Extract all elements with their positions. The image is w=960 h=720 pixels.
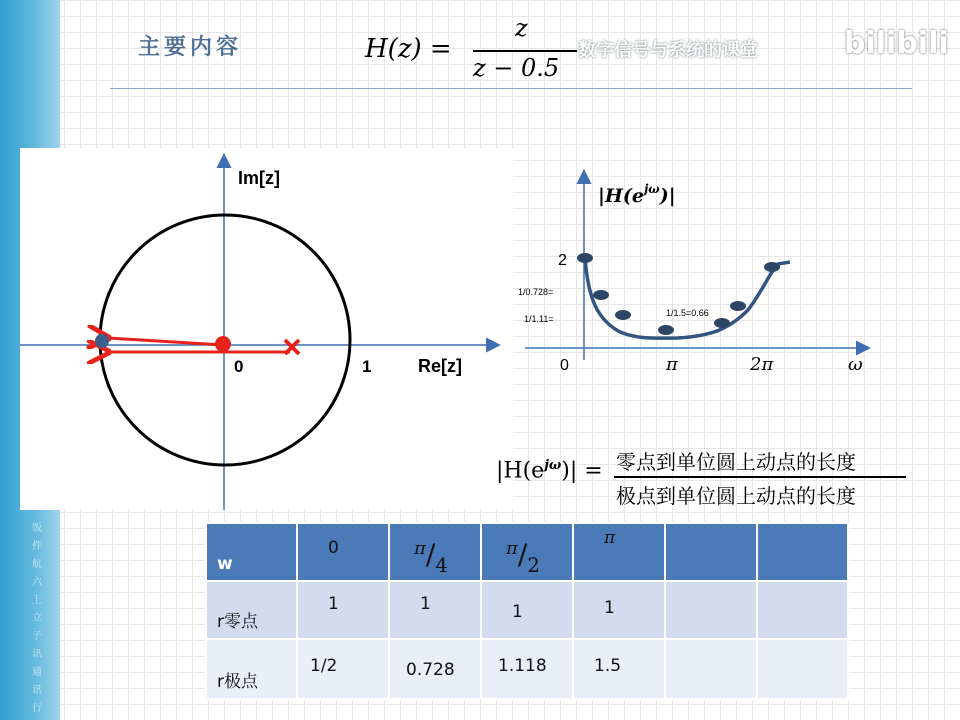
z-plane-svg [20, 148, 513, 510]
x-axis-omega: ω [848, 354, 863, 375]
table-cell: 0.728 [389, 639, 481, 699]
table-cell: 1 [481, 581, 573, 639]
ratio-lhs: $|H(e^{j\omega})|$ = [496, 458, 603, 484]
annotation-15: 1/1.5=0.66 [666, 308, 709, 318]
magnitude-ratio-formula [496, 446, 916, 510]
header-cell: 0 [297, 523, 389, 581]
pole-marker [285, 340, 299, 354]
x-tick-2pi: 2π [750, 354, 774, 375]
annotation-0728: 1/0.728= [518, 287, 554, 297]
header-cell: π/4 [389, 523, 481, 581]
table-cell: 1 [389, 581, 481, 639]
annotation-111: 1/1.11= [524, 314, 554, 324]
header-cell [757, 523, 848, 581]
sample-point-4 [714, 318, 730, 328]
sample-point-0 [577, 253, 593, 263]
im-axis-label: Im[z] [238, 168, 280, 188]
table-cell: 1/2 [297, 639, 389, 699]
formula-lhs: H(z) = [365, 34, 452, 64]
table-cell: 1 [573, 581, 665, 639]
table-row [206, 639, 848, 699]
zero-vector [108, 338, 223, 345]
table-cell [665, 639, 757, 699]
header-cell: π/2 [481, 523, 573, 581]
unit-label: 1 [362, 357, 372, 376]
row-label-pole: r极点 [206, 639, 297, 699]
sample-point-5 [730, 301, 746, 311]
watermark-logo: bilibili [844, 26, 949, 61]
magnitude-curve [585, 257, 790, 338]
sample-point-1 [593, 290, 609, 300]
header-cell: w [206, 523, 297, 581]
zero-marker [215, 336, 231, 352]
formula-denominator: z − 0.5 [473, 54, 560, 82]
table-cell: 1.118 [481, 639, 573, 699]
table-cell: 1.5 [573, 639, 665, 699]
title-divider [110, 88, 912, 89]
distance-table [205, 522, 849, 700]
row-label-zero: r零点 [206, 581, 297, 639]
table-cell: 1 [297, 581, 389, 639]
frequency-response-svg [500, 160, 880, 375]
y-tick-2: 2 [558, 252, 567, 269]
page-title: 主要内容 [138, 34, 243, 60]
transfer-function-formula [365, 8, 585, 88]
origin-label: 0 [234, 357, 244, 376]
table-header-row [206, 523, 848, 581]
sample-point-6 [764, 262, 780, 272]
header-cell: π [573, 523, 665, 581]
re-axis-label: Re[z] [418, 356, 462, 376]
table-cell [665, 581, 757, 639]
y-axis-title: $|H(e^{j\omega})|$ [598, 182, 676, 207]
table-row [206, 581, 848, 639]
ratio-denominator: 极点到单位圆上动点的长度 [616, 484, 856, 508]
table-cell [757, 639, 848, 699]
z-plane-diagram [20, 148, 513, 510]
sample-point-2 [615, 310, 631, 320]
sample-point-3 [658, 325, 674, 335]
ratio-numerator: 零点到单位圆上动点的长度 [616, 450, 856, 474]
formula-fraction-bar [473, 50, 577, 52]
sidebar-text: 饭件航六上立子讯通讯行 [32, 523, 42, 714]
ratio-fraction-bar [614, 476, 906, 478]
moving-point [95, 334, 109, 348]
frequency-response-plot [500, 160, 880, 375]
header-cell [665, 523, 757, 581]
x-tick-0: 0 [560, 357, 569, 374]
x-tick-pi: π [666, 354, 678, 375]
formula-numerator: z [515, 14, 528, 42]
watermark-text: 数字信号与系统的课堂 [578, 40, 758, 61]
table-cell [757, 581, 848, 639]
